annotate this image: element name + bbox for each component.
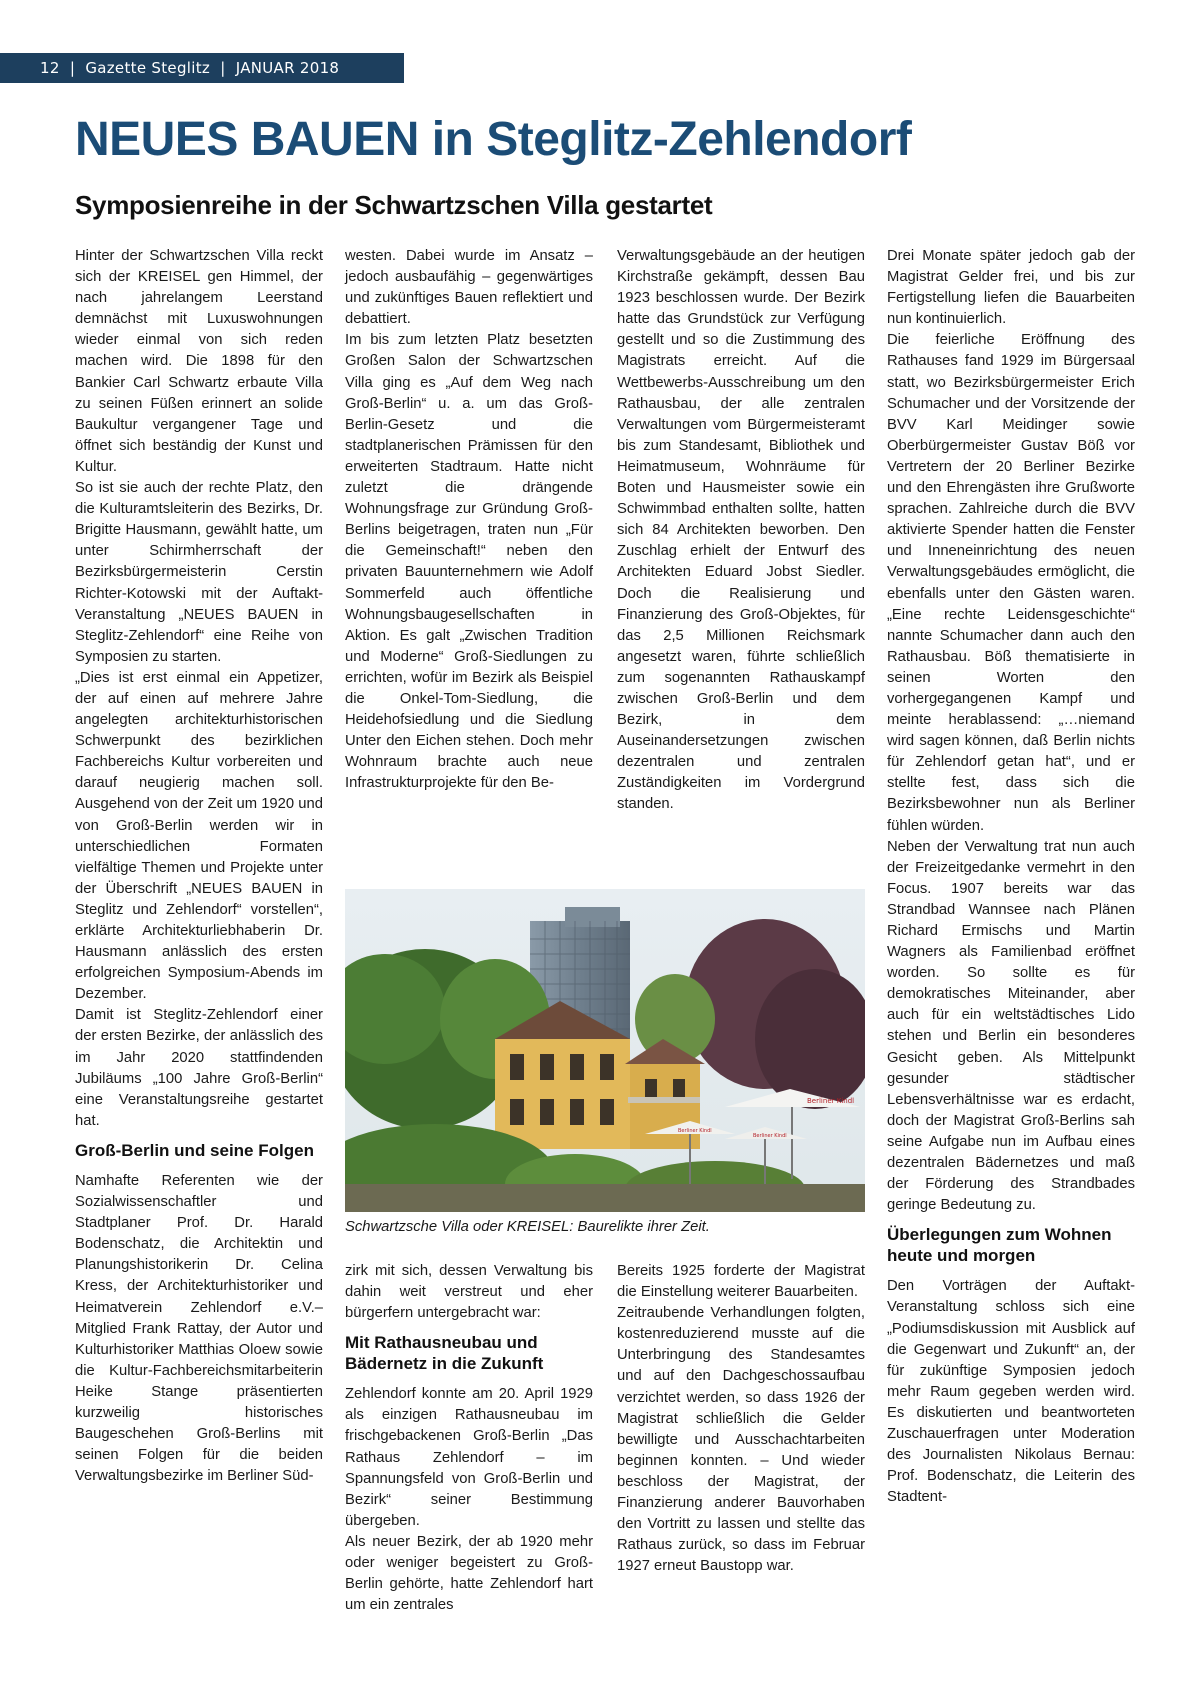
article-title: NEUES BAUEN in Steglitz-Zehlendorf [75, 113, 912, 166]
paragraph: Den Vorträgen der Auftakt-Veranstaltung schloss sich eine „Podiumsdiskussion mit Ausblick auf die Gegenwart und Zukunft“ an, der für zukünftige Symposien jedoch mehr Raum gegeben werden wird. Es diskutierten und beantworteten Zuschauerfragen unter Moderation des Journalisten Nikolaus Bernau: Prof. Bodenschatz, die Leiterin des Stadtent- [887, 1278, 1135, 1506]
paragraph: „Dies ist erst einmal ein Appetizer, der auf einen auf mehrere Jahre angelegten architekturhistorischen Schwerpunkt des bezirklichen Fachbereichs Kultur vorbereiten und darauf neugierig machen soll. Ausgehend von der Zeit um 1920 und von Groß-Berlin werden wir in unterschiedlichen Formaten vielfältige Themen und Projekte unter der Überschrift „NEUES BAUEN in Steglitz und Zehlendorf“ vorstellen“, erklärte Architekturliebhaberin Dr. Hausmann anlässlich des ersten erfolgreichen Symposium-Abends im Dezember. [75, 669, 323, 1003]
paragraph: Verwaltungsgebäude an der heutigen Kirchstraße gekämpft, dessen Bau 1923 beschlossen wurde. Der Bezirk hatte das Grundstück zur Verfügung gestellt und so die Zustimmung des Magistrats erreicht. Auf die Wettbewerbs-Ausschreibung um den Rathausbau, der alle zentralen Verwaltungen vom Bürgermeisteramt bis zum Standesamt, Bibliothek und Heimatmuseum, Wohnräume für Boten und Hausmeister sowie ein Schwimmbad enthalten sollte, hatten sich 84 Architekten beworben. Den Zuschlag erhielt der Entwurf des Architekten Eduard Jobst Siedler. Doch die Realisierung und Finanzierung des Groß-Objektes, für das 2,5 Millionen Reichsmark angesetzt waren, führte schließlich zum sogenannten Rathauskampf zwischen Groß-Berlin und dem Bezirk, in dem Auseinandersetzungen zwischen dezentralen und zentralen Zuständigkeiten im Vordergrund standen. [617, 248, 865, 813]
paragraph: Die feierliche Eröffnung des Rathauses fand 1929 im Bürgersaal statt, wo Bezirksbürgermeister Erich Schumacher und der Vorsitzende der BVV Karl Meidinger sowie Oberbürgermeister Gustav Böß vor Vertretern der 20 Berliner Bezirke und den Ehrengästen ihre Grußworte sprachen. Zahlreiche durch die BVV aktivierte Spender hatten die Fenster und Inneneinrichtung des neuen Verwaltungsgebäudes ermöglicht, die ebenfalls unter den Gästen waren. „Eine rechte Leidensgeschichte“ nannte Schumacher dann auch den Rathausbau. Böß thematisierte in seinen Worten den vorhergegangenen Kampf und meinte herablassend: „…niemand wird sagen können, daß Berlin nichts für Zehlendorf getan hat“, und er stellte fest, dass sich die Bezirksbewohner nun als Berliner fühlen würden. [887, 332, 1135, 834]
paragraph: Zeitraubende Verhandlungen folgten, kostenreduzierend musste auf die Unterbringung des Standesamtes und auf den Dachgeschossaufbau verzichtet werden, so dass 1926 der Magistrat schließlich die Gelder bewilligte und Ausschachtarbeiten beginnen konnten. – Und wieder beschloss der Magistrat, der Finanzierung anderer Bauvorhaben den Vortritt zu lassen und stellte das Rathaus zurück, so dass im Februar 1927 erneut Baustopp war. [617, 1305, 865, 1575]
paragraph: westen. Dabei wurde im Ansatz – jedoch ausbaufähig – gegenwärtiges und zukünftiges Bauen reflektiert und debattiert. [345, 248, 593, 328]
photo-caption: Schwartzsche Villa oder KREISEL: Baurelikte ihrer Zeit. [345, 1219, 710, 1235]
section-heading: Überlegungen zum Wohnen heute und morgen [887, 1225, 1112, 1266]
publication-name: Gazette Steglitz [85, 59, 211, 77]
page-header-bar [0, 53, 404, 83]
header-separator: | [215, 59, 231, 77]
paragraph: Neben der Verwaltung trat nun auch der Freizeitgedanke vermehrt in den Focus. 1907 bereits war das Strandbad Wannsee nach Plänen Richard Ermischs und Martin Wagners als Familienbad eröffnet worden. So sollte es für demokratisches Miteinander, aber auch für ein weltstädtisches Lido stehen und Berlin ein besonderes Gesicht geben. Als Mittelpunkt gesunder städtischer Lebensverhältnisse war es erdacht, doch der Magistrat Groß-Berlins sah seine Aufgabe nun im Aufbau eines dezentralen Bädernetzes und maß der Förderung des Strandbades geringe Bedeutung zu. [887, 838, 1135, 1214]
villa-photo [345, 889, 865, 1212]
issue-date: JANUAR 2018 [235, 59, 340, 77]
paragraph: Damit ist Steglitz-Zehlendorf einer der ersten Bezirke, der anlässlich des im Jahr 2020 stattfindenden Jubiläums „100 Jahre Groß-Berlin“ eine Veranstaltungsreihe gestartet hat. [75, 1007, 323, 1129]
umbrella-sign: Berliner Kindl [678, 1128, 712, 1134]
column-3-top [617, 246, 865, 816]
column-1 [75, 246, 323, 1487]
column-2-bottom [345, 1261, 593, 1616]
column-4 [887, 246, 1135, 1508]
section-heading: Mit Rathausneubau und Bädernetz in die Zukunft [345, 1333, 544, 1374]
paragraph: Namhafte Referenten wie der Sozialwissenschaftler und Stadtplaner Prof. Dr. Harald Bodenschatz, die Architektin und Planungshistorikerin Dr. Celina Kress, der Architekturhistoriker und Heimatverein Zehlendorf e.V.–Mitglied Frank Rattay, der Autor und Kulturhistoriker Matthias Oloew sowie die Kultur-Fachbereichsmitarbeiterin Heike Stange präsentierten kurzweilig historisches Baugeschehen Groß-Berlins mit seinen Folgen für die beiden Verwaltungsbezirke im Berliner Süd- [75, 1172, 323, 1485]
villa-illustration [345, 889, 865, 1212]
column-2-top [345, 246, 593, 794]
paragraph: Zehlendorf konnte am 20. April 1929 als einzigen Rathausneubau im frischgebackenen Groß-Berlin „Das Rathaus Zehlendorf – im Spannungsfeld von Groß-Berlin und Bezirk“ seiner Bestimmung übergeben. [345, 1386, 593, 1529]
column-3-bottom [617, 1261, 865, 1577]
paragraph: Als neuer Bezirk, der ab 1920 mehr oder weniger begeistert zu Groß-Berlin gehörte, hatte Zehlendorf hart um ein zentrales [345, 1533, 593, 1614]
umbrella-sign: Berliner Kindl [807, 1097, 855, 1105]
page-number: 12 [40, 59, 60, 77]
paragraph: So ist sie auch der rechte Platz, den die Kulturamtsleiterin des Bezirks, Dr. Brigitte Hausmann, gewählt hatte, um unter Schirmherrschaft der Bezirksbürgermeisterin Cerstin Richter-Kotowski mit der Auftakt-Veranstaltung „NEUES BAUEN in Steglitz-Zehlendorf“ eine Reihe von Symposien zu starten. [75, 480, 323, 665]
paragraph: Im bis zum letzten Platz besetzten Großen Salon der Schwartzschen Villa ging es „Auf dem Weg nach Groß-Berlin“ u. a. um das Groß-Berlin-Gesetz und die stadtplanerischen Prämissen für den erweiterten Stadtraum. Hatte nicht zuletzt die drängende Wohnungsfrage zur Gründung Groß-Berlins beigetragen, traten nun „Für die Gemeinschaft!“ neben den privaten Bauunternehmern wie Adolf Sommerfeld auch öffentliche Wohnungsbaugesellschaften in Aktion. Es galt „Zwischen Tradition und Moderne“ Groß-Siedlungen zu errichten, wofür im Bezirk als Beispiel die Onkel-Tom-Siedlung, die Heidehofsiedlung und die Siedlung Unter den Eichen stehen. Doch mehr Wohnraum brachte auch neue Infrastrukturprojekte für den Be- [345, 332, 593, 792]
article-subtitle: Symposienreihe in der Schwartzschen Villa gestartet [75, 190, 713, 220]
paragraph: Hinter der Schwartzschen Villa reckt sich der KREISEL gen Himmel, der nach jahrelangem Leerstand demnächst mit Luxuswohnungen wieder einmal von sich reden machen wird. Die 1898 für den Bankier Carl Schwartz erbaute Villa zu seinen Füßen erinnert an solide Baukultur vergangener Tage und öffnet sich beständig der Kunst und Kultur. [75, 248, 323, 475]
paragraph: Bereits 1925 forderte der Magistrat die Einstellung weiterer Bauarbeiten. [617, 1263, 865, 1301]
ground [345, 1184, 865, 1212]
paragraph: Drei Monate später jedoch gab der Magistrat Gelder frei, und bis zur Fertigstellung liefen die Bauarbeiten nun kontinuierlich. [887, 248, 1135, 328]
umbrella-sign: Berliner Kindl [753, 1133, 787, 1139]
header-separator: | [64, 59, 81, 77]
section-heading: Groß-Berlin und seine Folgen [75, 1140, 314, 1160]
paragraph: zirk mit sich, dessen Verwaltung bis dahin weit verstreut und eher bürgerfern untergebracht war: [345, 1263, 593, 1322]
